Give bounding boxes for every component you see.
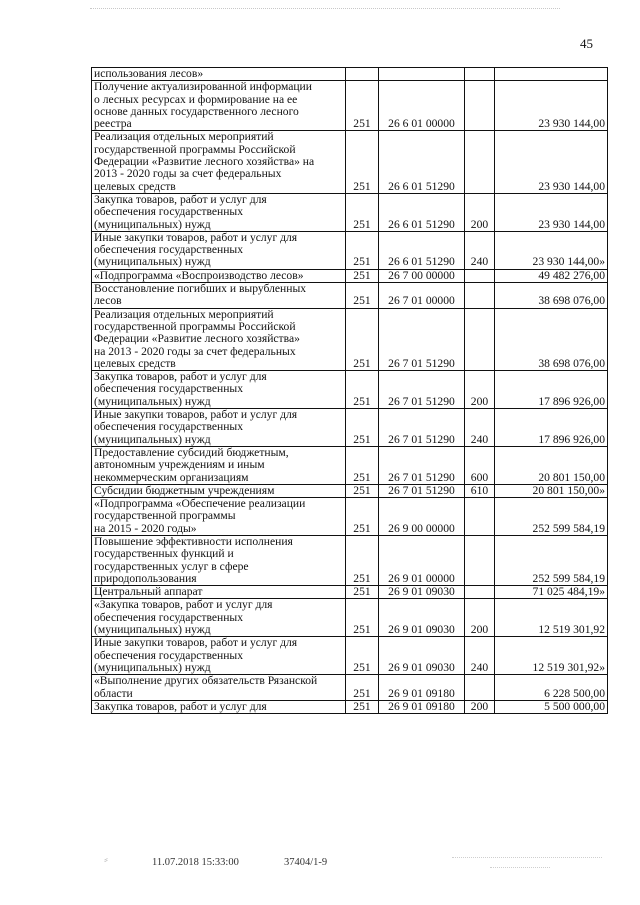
row-ministry-code-cell: 251 [346,446,379,484]
row-expense-type-cell [465,68,495,81]
row-ministry-code-cell: 251 [346,409,379,447]
row-ministry-code-cell: 251 [346,269,379,282]
row-ministry-code-cell: 251 [346,81,379,131]
row-expense-type-cell: 240 [465,409,495,447]
table-row [92,308,608,370]
row-target-code-cell: 26 6 01 51290 [379,131,465,193]
row-amount-cell: 49 482 276,00 [495,269,608,282]
signature-mark: ⸗ [104,852,108,866]
row-name-cell: Получение актуализированной информации о лесных ресурсах и формирование на ее основе данных государственного лесного реестра [92,81,346,131]
row-target-code-cell: 26 9 01 09030 [379,599,465,637]
row-amount-cell [495,68,608,81]
row-expense-type-cell [465,308,495,370]
row-amount-cell: 6 228 500,00 [495,675,608,701]
table-row [92,700,608,713]
row-amount-cell: 12 519 301,92 [495,599,608,637]
row-amount-cell: 17 896 926,00 [495,371,608,409]
row-expense-type-cell: 600 [465,446,495,484]
row-name-cell: Иные закупки товаров, работ и услуг для обеспечения государственных (муниципальных) нужд [92,231,346,269]
row-target-code-cell: 26 7 01 51290 [379,409,465,447]
row-name-cell: «Подпрограмма «Обеспечение реализации государственной программы на 2015 - 2020 годы» [92,498,346,536]
row-target-code-cell: 26 7 01 51290 [379,446,465,484]
row-name-cell: Реализация отдельных мероприятий государственной программы Российской Федерации «Развитие лесного хозяйства» на 2013 - 2020 годы за счет федеральных целевых средств [92,308,346,370]
row-name-cell: Реализация отдельных мероприятий государственной программы Российской Федерации «Развитие лесного хозяйства» на 2013 - 2020 годы за счет федеральных целевых средств [92,131,346,193]
row-amount-cell: 252 599 584,19 [495,535,608,585]
row-name-cell: «Закупка товаров, работ и услуг для обеспечения государственных (муниципальных) нужд [92,599,346,637]
row-expense-type-cell: 610 [465,484,495,497]
row-name-cell: Закупка товаров, работ и услуг для [92,700,346,713]
row-target-code-cell: 26 7 01 51290 [379,371,465,409]
row-expense-type-cell [465,131,495,193]
row-amount-cell: 20 801 150,00» [495,484,608,497]
table-row [92,675,608,701]
table-row [92,535,608,585]
footer-datetime: 11.07.2018 15:33:00 [152,857,239,868]
row-expense-type-cell: 200 [465,599,495,637]
row-name-cell: Иные закупки товаров, работ и услуг для обеспечения государственных (муниципальных) нужд [92,409,346,447]
row-amount-cell: 17 896 926,00 [495,409,608,447]
row-ministry-code-cell: 251 [346,371,379,409]
row-target-code-cell: 26 9 01 09030 [379,637,465,675]
row-name-cell: Субсидии бюджетным учреждениям [92,484,346,497]
table-row [92,484,608,497]
row-expense-type-cell [465,81,495,131]
table-row [92,446,608,484]
row-name-cell: Предоставление субсидий бюджетным, автономным учреждениям и иным некоммерческим организациям [92,446,346,484]
footer-doc-number: 37404/1-9 [284,857,328,868]
row-target-code-cell: 26 9 00 00000 [379,498,465,536]
table-row [92,131,608,193]
row-expense-type-cell [465,675,495,701]
row-name-cell: Закупка товаров, работ и услуг для обеспечения государственных (муниципальных) нужд [92,371,346,409]
row-amount-cell: 23 930 144,00» [495,231,608,269]
row-expense-type-cell [465,498,495,536]
row-amount-cell: 5 500 000,00 [495,700,608,713]
row-name-cell: «Выполнение других обязательств Рязанской области [92,675,346,701]
row-amount-cell: 252 599 584,19 [495,498,608,536]
row-name-cell: Закупка товаров, работ и услуг для обеспечения государственных (муниципальных) нужд [92,193,346,231]
table-row [92,231,608,269]
row-ministry-code-cell: 251 [346,484,379,497]
row-ministry-code-cell: 251 [346,231,379,269]
table-row [92,68,608,81]
row-amount-cell: 38 698 076,00 [495,308,608,370]
row-expense-type-cell: 200 [465,700,495,713]
row-target-code-cell [379,68,465,81]
row-name-cell: Центральный аппарат [92,586,346,599]
row-name-cell: Иные закупки товаров, работ и услуг для обеспечения государственных (муниципальных) нужд [92,637,346,675]
row-name-cell: Повышение эффективности исполнения государственных функций и государственных услуг в сфере природопользования [92,535,346,585]
row-ministry-code-cell: 251 [346,586,379,599]
table-row [92,586,608,599]
row-target-code-cell: 26 6 01 00000 [379,81,465,131]
row-expense-type-cell: 200 [465,371,495,409]
row-target-code-cell: 26 9 01 09030 [379,586,465,599]
row-amount-cell: 38 698 076,00 [495,283,608,309]
table-row [92,409,608,447]
budget-table [91,67,608,714]
row-expense-type-cell [465,269,495,282]
table-row [92,269,608,282]
row-amount-cell: 23 930 144,00 [495,131,608,193]
scan-edge-line [90,8,560,9]
row-name-cell: «Подпрограмма «Воспроизводство лесов» [92,269,346,282]
row-ministry-code-cell: 251 [346,498,379,536]
row-target-code-cell: 26 7 01 00000 [379,283,465,309]
table-row [92,637,608,675]
row-target-code-cell: 26 9 01 09180 [379,700,465,713]
row-name-cell: Восстановление погибших и вырубленных лесов [92,283,346,309]
row-ministry-code-cell: 251 [346,675,379,701]
row-target-code-cell: 26 9 01 00000 [379,535,465,585]
row-expense-type-cell: 240 [465,637,495,675]
table-row [92,498,608,536]
table-row [92,371,608,409]
row-ministry-code-cell: 251 [346,700,379,713]
row-amount-cell: 20 801 150,00 [495,446,608,484]
row-target-code-cell: 26 6 01 51290 [379,193,465,231]
table-row [92,81,608,131]
row-ministry-code-cell: 251 [346,637,379,675]
row-ministry-code-cell: 251 [346,308,379,370]
table-row [92,193,608,231]
page-number: 45 [580,36,593,51]
row-expense-type-cell: 240 [465,231,495,269]
table-row [92,599,608,637]
row-expense-type-cell: 200 [465,193,495,231]
row-expense-type-cell [465,283,495,309]
row-amount-cell: 23 930 144,00 [495,193,608,231]
row-ministry-code-cell: 251 [346,131,379,193]
row-target-code-cell: 26 6 01 51290 [379,231,465,269]
row-amount-cell: 71 025 484,19» [495,586,608,599]
row-amount-cell: 12 519 301,92» [495,637,608,675]
row-expense-type-cell [465,535,495,585]
row-ministry-code-cell: 251 [346,193,379,231]
row-target-code-cell: 26 7 00 00000 [379,269,465,282]
row-ministry-code-cell: 251 [346,599,379,637]
row-ministry-code-cell: 251 [346,283,379,309]
row-target-code-cell: 26 9 01 09180 [379,675,465,701]
faint-stamp [452,852,602,882]
row-expense-type-cell [465,586,495,599]
table-row [92,283,608,309]
row-ministry-code-cell: 251 [346,535,379,585]
row-target-code-cell: 26 7 01 51290 [379,484,465,497]
row-name-cell: использования лесов» [92,68,346,81]
row-ministry-code-cell [346,68,379,81]
row-amount-cell: 23 930 144,00 [495,81,608,131]
row-target-code-cell: 26 7 01 51290 [379,308,465,370]
